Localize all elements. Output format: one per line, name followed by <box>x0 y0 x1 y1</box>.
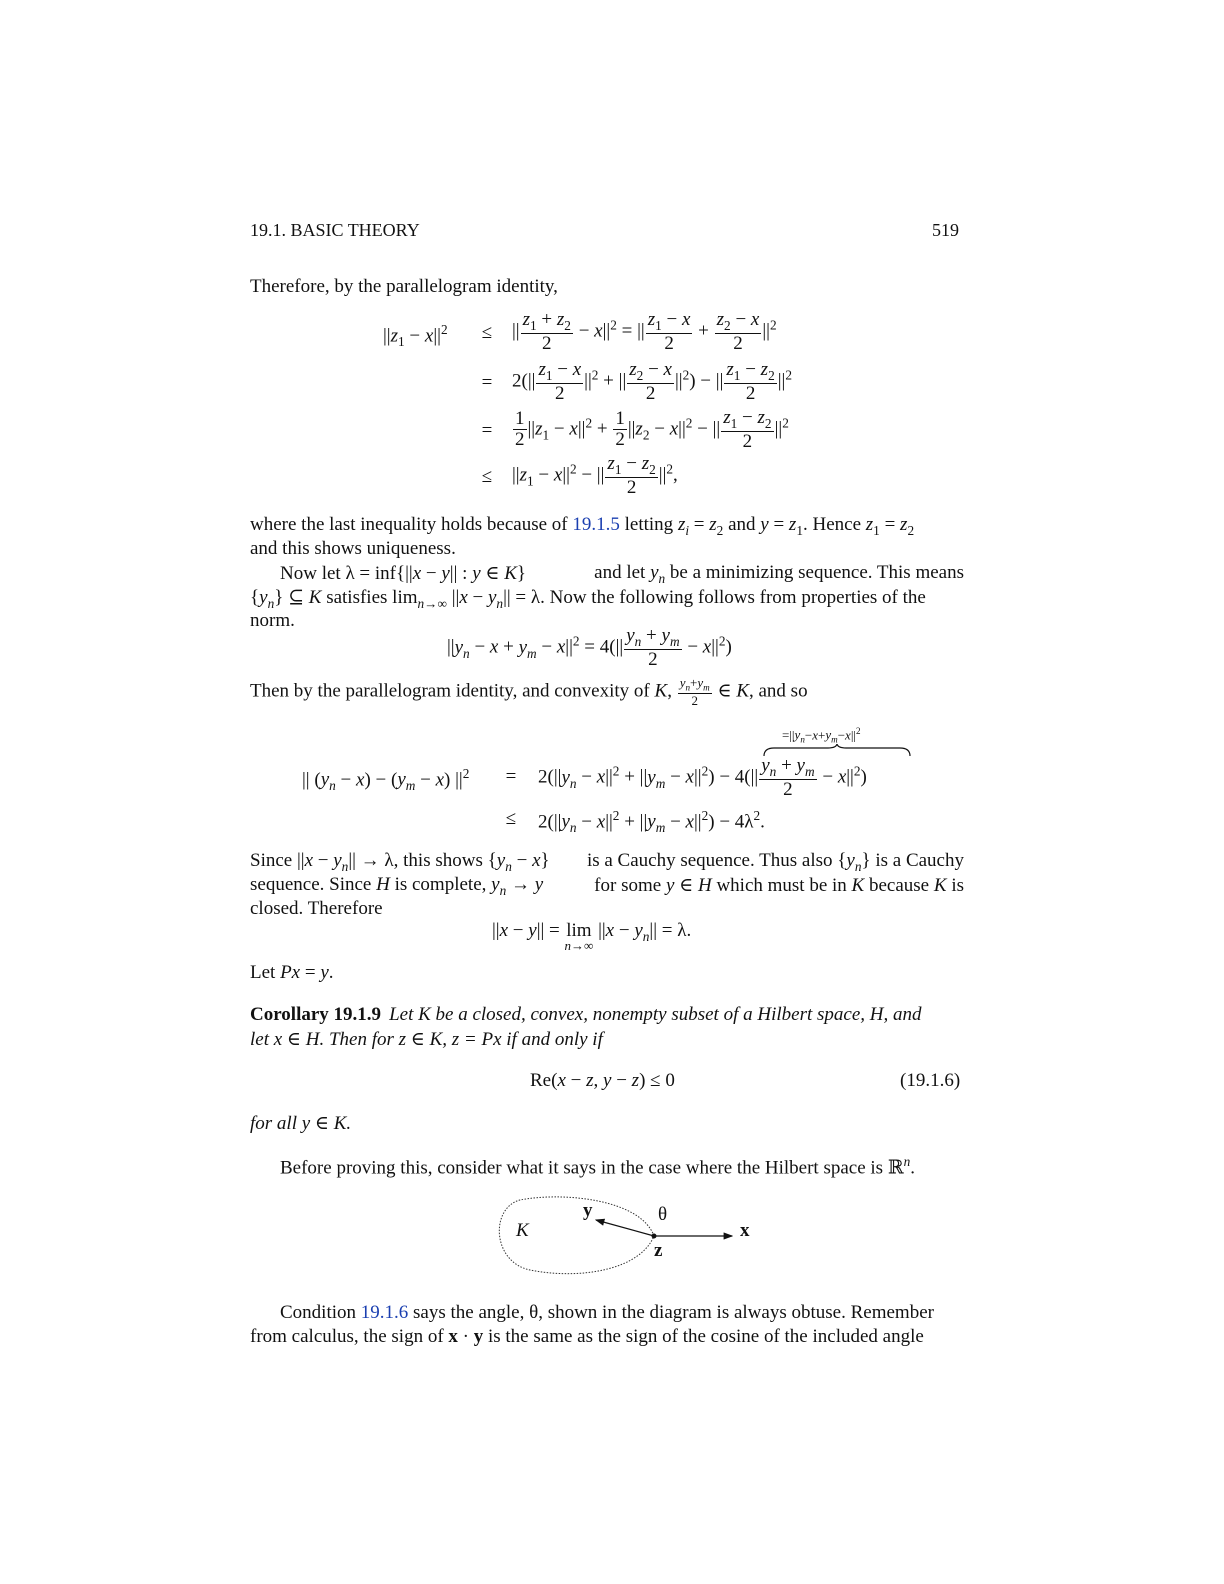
paragraph-rn-case: Before proving this, consider what it says in the case where the Hilbert space is ℝ$^n$. <box>280 1154 916 1179</box>
paragraph-cauchy: Since $||x - y_n|| \to \lambda$, this shows $\{y_n - x\}$ is a Cauchy sequence. Thus also $\{y_n\}$ is a Cauchy <box>250 850 964 874</box>
diagram-label-x: x <box>740 1220 750 1241</box>
paragraph-uniqueness: where the last inequality holds because of 19.1.5 letting $z_i = z_2$ and $y = z_1$. Hence $z_1 = z_2$ <box>250 514 915 538</box>
corollary-statement-line2: let x ∈ H. Then for z ∈ K, z = Px if and only if <box>250 1029 603 1050</box>
paragraph-minimizing: Now let λ = inf{||x − y|| : y ∈ K} and let $y_n$ be a minimizing sequence. This means <box>280 562 964 586</box>
page-number: 519 <box>932 220 959 240</box>
paragraph-cauchy-line2: sequence. Since H is complete, $y_n \to y$ for some y ∈ H which must be in K because K is <box>250 874 964 898</box>
corollary-condition: for all y ∈ K. <box>250 1113 352 1134</box>
paragraph-convexity: Then by the parallelogram identity, and convexity of K, $\frac{y_n+y_m}{2}$ ∈ K, and so <box>250 675 808 709</box>
reference-link-19-1-6[interactable]: 19.1.6 <box>360 1302 409 1323</box>
point-z <box>652 1234 657 1239</box>
equation-19-1-6: Re(x − z, y − z) ≤ 0 <box>530 1070 675 1091</box>
equation-limit: ||x − y|| = lim n→∞ $||x - y_n|| = \lambda$. <box>492 920 692 953</box>
running-header: 19.1. BASIC THEORY <box>250 220 420 240</box>
reference-link-19-1-5[interactable]: 19.1.5 <box>572 514 620 535</box>
paragraph-definition: Let Px = y. <box>250 962 334 983</box>
corollary-statement: Corollary 19.1.9 Let K be a closed, convex, nonempty subset of a Hilbert space, H, and <box>250 1004 922 1025</box>
equation-norm-identity: $||y_n - x + y_m - x||^2 = 4(||$ $\frac{y_n + y_m}{2}$ − $x||^2$) <box>447 625 732 670</box>
paragraph-intro: Therefore, by the parallelogram identity, <box>250 276 558 297</box>
equation-number: (19.1.6) <box>900 1070 961 1091</box>
diagram-label-z: z <box>654 1240 663 1261</box>
paragraph-uniqueness-line2: and this shows uniqueness. <box>250 538 456 559</box>
paragraph-minimizing-line2: $\{y_n\}$ ⊆ K satisfies $\lim_{n\to\infty} ||x - y_n|| = \lambda$. Now the following follows from properties of the <box>250 587 926 611</box>
paragraph-angle-line2: from calculus, the sign of x · y is the same as the sign of the cosine of the included angle <box>250 1326 924 1347</box>
paragraph-angle: Condition 19.1.6 says the angle, θ, shown in the diagram is always obtuse. Remember <box>280 1302 934 1323</box>
diagram-label-theta: θ <box>658 1204 668 1225</box>
paragraph-cauchy-line3: closed. Therefore <box>250 898 383 919</box>
diagram-label-K: K <box>516 1220 529 1241</box>
paragraph-minimizing-line3: norm. <box>250 610 295 631</box>
corollary-label: Corollary 19.1.9 <box>250 1004 382 1025</box>
diagram-label-y: y <box>583 1200 593 1221</box>
